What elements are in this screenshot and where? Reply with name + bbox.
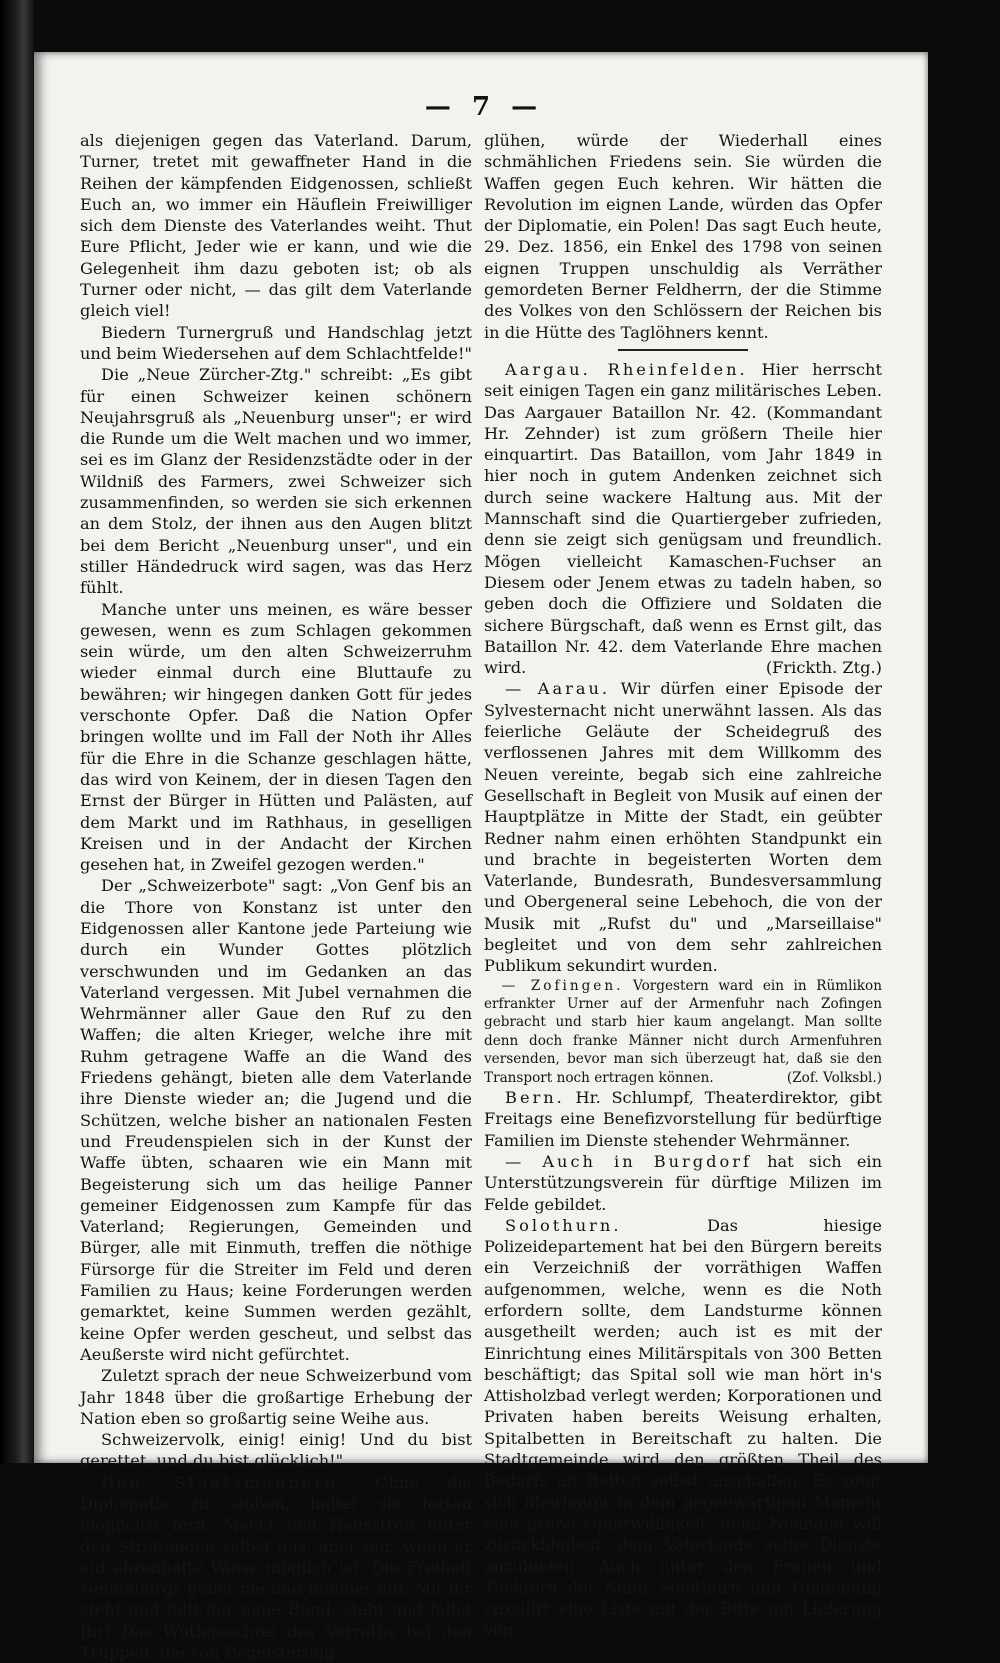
paragraph (484, 359, 882, 678)
section-heading: Bern. (505, 1088, 565, 1108)
paragraph (484, 1151, 882, 1215)
left-column (80, 130, 472, 1663)
paragraph (484, 977, 882, 1087)
paragraph: Zuletzt sprach der neue Schweizerbund vom Jahr 1848 über die großartige Erhebung der Nation eben so großartig seine Weihe aus. (80, 1366, 472, 1428)
paragraph (80, 1472, 472, 1663)
paragraph (484, 1087, 882, 1151)
right-column (484, 130, 882, 1641)
newspaper-page (34, 52, 928, 1663)
scan-top-margin (34, 0, 928, 52)
paragraph: als diejenigen gegen das Vaterland. Darum, Turner, tretet mit gewaffneter Hand in die Reihen der kämpfenden Eidgenossen, schließt Euch an, wo immer ein Häuflein Freiwilliger sich dem Dienste des Vaterlandes weiht. Thut Eure Pflicht, Jeder wie er kann, und wie die Gelegenheit ihm dazu geboten ist; ob als Turner oder nicht, — das gilt dem Vaterlande gleich viel! (80, 131, 472, 321)
page-number: — 7 — (424, 92, 544, 122)
paragraph: Die „Neue Zürcher-Ztg." schreibt: „Es gibt für einen Schweizer keinen schönern Neujahrsgruß als „Neuenburg unser"; er wird die Runde um die Welt machen und wo immer, sei es im Glanz der Residenzstädte oder in der Wildniß des Farmers, zwei Schweizer sich zusammenfinden, so werden sie sich erkennen an dem Stolz, der ihnen aus den Augen blitzt bei dem Bericht „Neuenburg unser", und ein stiller Händedruck wird sagen, was das Herz fühlt. (80, 365, 472, 598)
paragraph-text: Das hiesige Polizeidepartement hat bei den Bürgern bereits ein Verzeichniß der vorräthigen Waffen aufgenommen, welche, wenn es die Noth erfordern sollte, dem Landsturme können ausgetheilt werden; auch ist es mit der Einrichtung eines Militärspitals von 300 Betten beschäftigt; das Spital soll wie man hört in's Attisholzbad verlegt werden; Korporationen und Privaten haben bereits Weisung erhalten, Spitalbetten in Bereitschaft zu halten. Die Stadtgemeinde wird den größten Theil des Bedarfs an Betten selbst anschaffen. Es zeigt sich überhaupt in dem gegenwärtigen Moment eine große Opferwilligkeit; denn Niemand will zurückbleiben, dem Vaterlande seine Dienste anzubieten. Auch unter den Frauen und Töchtern der Stadt Solothurn und Umgebung circulirt eine Liste mit der Bitte um Lieferung von (484, 1215, 882, 1640)
paragraph: Manche unter uns meinen, es wäre besser gewesen, wenn es zum Schlagen gekommen sein würde, um den alten Schweizerruhm wieder einmal durch eine Bluttaufe zu bewähren; wir hingegen danken Gott für jedes verschonte Opfer. Daß die Nation Opfer bringen wollte und im Fall der Noth ihr Alles für die Ehre in die Schanze geschlagen hätte, das wird von Keinem, der in diesen Tagen den Ernst der Bürger in Hütten und Palästen, auf dem Markt und im Rathhaus, in geselligen Kreisen und in der Andacht der Kirchen gesehen hat, in Zweifel gezogen werden." (80, 599, 472, 875)
book-binding-edge (0, 0, 34, 1463)
paragraph: Biedern Turnergruß und Handschlag jetzt und beim Wiedersehen auf dem Schlachtfelde!" (80, 322, 472, 363)
section-heading: — Auch in Burgdorf (505, 1151, 752, 1171)
paragraph: Der „Schweizerbote" sagt: „Von Genf bis an die Thore von Konstanz ist unter den Eidgenossen aller Kantone jede Parteiung wie durch ein Wunder Gottes plötzlich verschwunden und im Gedanken an das Vaterland vergessen. Mit Jubel vernahmen die Wehrmänner aller Gaue den Ruf zu den Waffen; die alten Krieger, welche ihre mit Ruhm getragene Waffe an die Wand des Friedens gehängt, bieten alle dem Vaterlande ihre Dienste wieder an; die Jugend und die Schützen, welche bisher an nationalen Festen und Freudenspielen sich in der Kunst der Waffe übten, schaaren wie ein Mann mit Begeisterung sich um das heilige Panner gemeiner Eidgenossen zum Kampfe für das Vaterland; Regierungen, Gemeinden und Bürger, alle mit Einmuth, treffen die nöthige Fürsorge für die Streiter im Feld und deren Familien zu Haus; keine Forderungen werden gemarktet, keine Summen werden gezählt, keine Opfer werden gescheut, und selbst das Aeußerste wird nicht gefürchtet. (80, 876, 472, 1364)
paragraph (484, 678, 882, 976)
source-credit: (Zof. Volksbl.) (786, 1069, 882, 1086)
paragraph-text: Wir dürfen einer Episode der Sylvesternacht nicht unerwähnt lassen. Als das feierliche Geläute der Scheidegruß des verflossenen Jahres mit dem Willkomm des Neuen vereinte, begab sich eine zahlreiche Gesellschaft in Begleit von Musik auf einen der Hauptplätze in Mitte der Stadt, ein geübter Redner nahm einen erhöhten Standpunkt ein und brachte in begeisterten Worten dem Vaterlande, Bundesrath, Bundesversammlung und Obergeneral seine Lebehoch, die von der Musik mit „Rufst du" und „Marseillaise" begleitet und von dem sehr zahlreichen Publikum sekundirt wurden. (484, 679, 882, 976)
paragraph-text: Hier herrscht seit einigen Tagen ein ganz militärisches Leben. Das Aargauer Bataillon Nr. 42. (Kommandant Hr. Zehnder) ist zum größern Theile hier einquartirt. Das Bataillon, vom Jahr 1849 in hier noch in gutem Andenken zeichnet sich durch seine wackere Haltung aus. Mit der Mannschaft sind die Quartiergeber zufrieden, denn sie zeigt sich genügsam und freundlich. Mögen vielleicht Kamaschen-Fuchser an Diesem oder Jenem etwas zu tadeln haben, so geben doch die Offiziere und Soldaten die sichere Bürgschaft, daß wenn es Ernst gilt, das Bataillon Nr. 42. dem Vaterlande Ehre machen wird. (484, 359, 882, 678)
source-credit: (Frickth. Ztg.) (765, 658, 882, 678)
section-heading: Aargau. Rheinfelden. (505, 359, 748, 379)
paragraph-text: Hr. Schlumpf, Theaterdirektor, gibt Freitags eine Benefizvorstellung für bedürftige Familien im Dienste stehender Wehrmänner. (484, 1088, 882, 1150)
paragraph: Schweizervolk, einig! einig! Und du bist gerettet, und du bist glücklich!" (80, 1430, 472, 1471)
paragraph: glühen, würde der Wiederhall eines schmählichen Friedens sein. Sie würden die Waffen gegen Euch kehren. Wir hätten die Revolution im eignen Lande, würden das Opfer der Diplomatie, ein Polen! Das sagt Euch heute, 29. Dez. 1856, ein Enkel des 1798 von seinen eignen Truppen unschuldig als Verräther gemordeten Berner Feldherrn, der die Stimme des Volkes von den Schlössern der Reichen bis in die Hütte des Taglöhners kennt. (484, 131, 882, 342)
paragraph-text: Vorgestern ward ein in Rümlikon erfrankter Urner auf der Armenfuhr nach Zofingen gebracht und starb hier kaum angelangt. Man sollte denn doch franke Männer nicht durch Armenfuhren versenden, bevor man sich überzeugt hat, daß sie den Transport noch ertragen können. (484, 977, 882, 1086)
section-heading: Solothurn. (505, 1215, 622, 1235)
section-divider (618, 349, 748, 351)
section-heading: — Aarau. (505, 679, 611, 699)
paragraph-text: hat sich ein Unterstützungsverein für dürftige Milizen im Felde gebildet. (484, 1151, 882, 1214)
paragraph (484, 1215, 882, 1641)
section-heading: Den Staatsmännern. (101, 1472, 347, 1492)
section-heading: — Zofingen. (501, 977, 624, 994)
scan-right-margin (928, 0, 1000, 1463)
paragraph-text: Ohne die Diplomatie zu stoßen, haltet sie fortan möglichst fern. Macht den Hausstreit unter den Streitenden selbst aus, aber nur, wenn er auf ehrenhafte Weise möglich ist. Die Freiheit Neuenburgs gebet nie und nimmer auf. Mit ihr steht und fällt der neue Bund, steht und fallet Ihr! Das Wuthgeschrei des Verraths bei den Truppen, die von Begeisterung (80, 1472, 473, 1663)
